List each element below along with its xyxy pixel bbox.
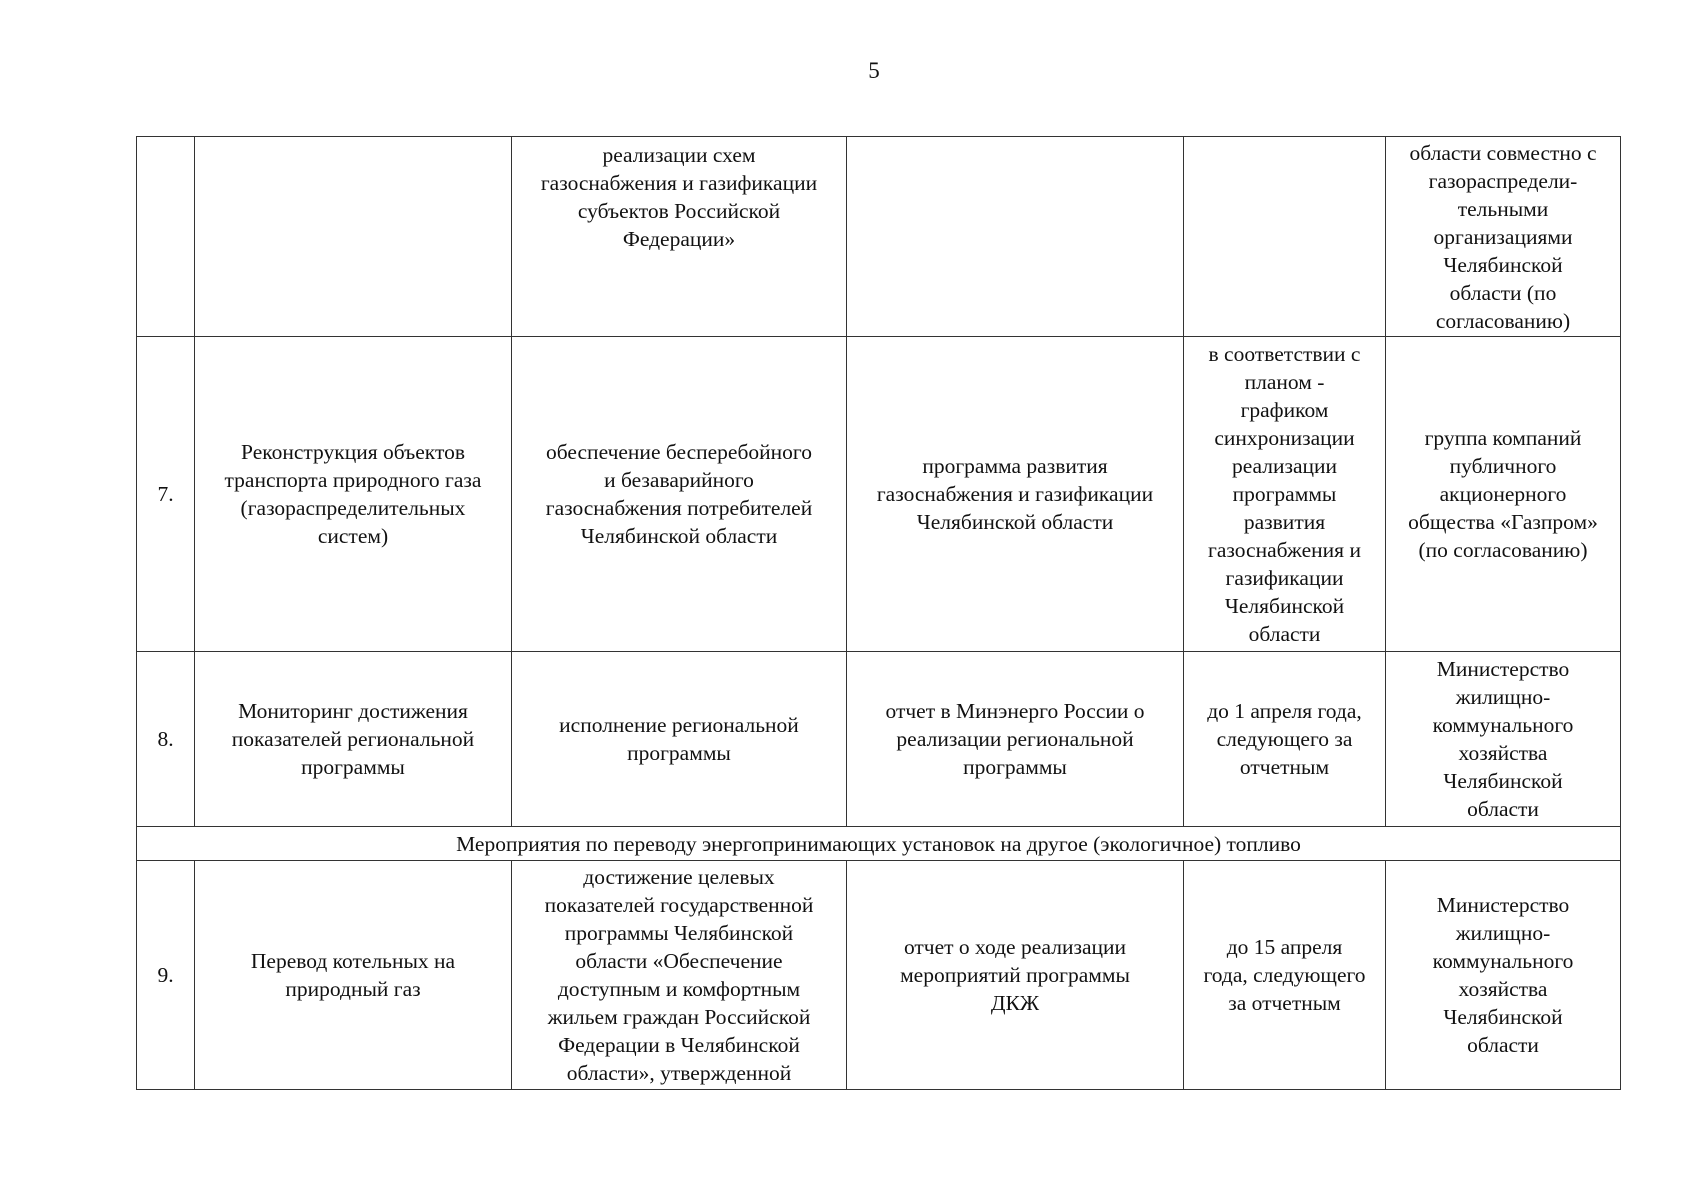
goal-cell: реализации схем газоснабжения и газификации субъектов Российской Федерации»	[512, 137, 847, 337]
row-number-cell: 8.	[137, 652, 195, 827]
row-number-cell: 7.	[137, 337, 195, 652]
result-cell: отчет в Минэнерго России о реализации региональной программы	[847, 652, 1184, 827]
section-header: Мероприятия по переводу энергопринимающих установок на другое (экологичное) топливо	[137, 827, 1621, 861]
table-row	[137, 337, 1621, 652]
goal-cell: обеспечение бесперебойного и безаварийного газоснабжения потребителей Челябинской области	[512, 337, 847, 652]
event-cell: Реконструкция объектов транспорта природного газа (газораспределительных систем)	[195, 337, 512, 652]
responsible-cell: Министерство жилищно- коммунального хозяйства Челябинской области	[1386, 861, 1621, 1090]
deadline-cell: в соответствии с планом - графиком синхронизации реализации программы развития газоснабжения и газификации Челябинской области	[1184, 337, 1386, 652]
deadline-cell	[1184, 137, 1386, 337]
section-header-row	[137, 827, 1621, 861]
deadline-cell: до 1 апреля года, следующего за отчетным	[1184, 652, 1386, 827]
page-number: 5	[868, 58, 880, 83]
row-number-cell: 9.	[137, 861, 195, 1090]
event-cell: Мониторинг достижения показателей региональной программы	[195, 652, 512, 827]
table-row	[137, 137, 1621, 337]
goal-cell: исполнение региональной программы	[512, 652, 847, 827]
goal-cell: достижение целевых показателей государственной программы Челябинской области «Обеспечение доступным и комфортным жильем граждан Российской Федерации в Челябинской области», утвержденной	[512, 861, 847, 1090]
result-cell	[847, 137, 1184, 337]
event-cell: Перевод котельных на природный газ	[195, 861, 512, 1090]
result-cell: программа развития газоснабжения и газификации Челябинской области	[847, 337, 1184, 652]
table-row	[137, 652, 1621, 827]
deadline-cell: до 15 апреля года, следующего за отчетным	[1184, 861, 1386, 1090]
responsible-cell: Министерство жилищно- коммунального хозяйства Челябинской области	[1386, 652, 1621, 827]
responsible-cell: области совместно с газораспредели- тельными организациями Челябинской области (по согласованию)	[1386, 137, 1621, 337]
event-cell	[195, 137, 512, 337]
measures-table	[136, 136, 1621, 1090]
row-number-cell	[137, 137, 195, 337]
responsible-cell: группа компаний публичного акционерного общества «Газпром» (по согласованию)	[1386, 337, 1621, 652]
table-row	[137, 861, 1621, 1090]
result-cell: отчет о ходе реализации мероприятий программы ДКЖ	[847, 861, 1184, 1090]
